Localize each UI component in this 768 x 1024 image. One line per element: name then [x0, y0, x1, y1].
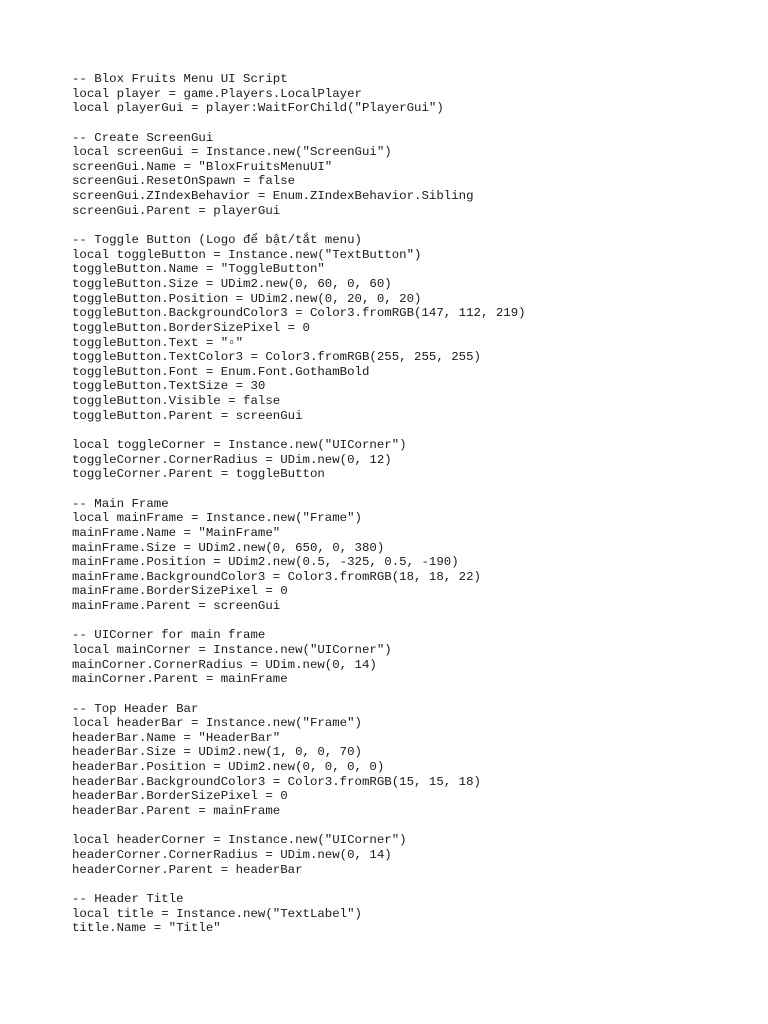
code-line: toggleButton.Text = "▫"	[72, 335, 244, 350]
blank-line	[72, 687, 752, 702]
code-line: toggleButton.TextColor3 = Color3.fromRGB(255, 255, 255)	[72, 350, 481, 365]
code-line: toggleButton.Name = "ToggleButton"	[72, 262, 325, 277]
code-comment-line: -- Main Frame	[72, 496, 169, 511]
code-line: headerBar.Position = UDim2.new(0, 0, 0, 0)	[72, 760, 385, 775]
code-comment-line: -- Top Header Bar	[72, 701, 199, 716]
code-line: mainFrame.BorderSizePixel = 0	[72, 584, 288, 599]
blank-line	[72, 614, 752, 629]
code-line: local player = game.Players.LocalPlayer	[72, 86, 362, 101]
blank-line	[72, 423, 752, 438]
code-comment-line: -- Toggle Button (Logo để bật/tắt menu)	[72, 233, 362, 248]
code-listing	[72, 72, 752, 936]
code-line: screenGui.Parent = playerGui	[72, 203, 281, 218]
code-line: mainFrame.BackgroundColor3 = Color3.fromRGB(18, 18, 22)	[72, 569, 481, 584]
blank-line	[72, 877, 752, 892]
code-line: local headerBar = Instance.new("Frame")	[72, 716, 362, 731]
code-line: toggleButton.Font = Enum.Font.GothamBold	[72, 364, 370, 379]
code-line: toggleButton.TextSize = 30	[72, 379, 266, 394]
blank-line	[72, 819, 752, 834]
code-line: local toggleCorner = Instance.new("UICorner")	[72, 438, 407, 453]
code-line: mainFrame.Position = UDim2.new(0.5, -325, 0.5, -190)	[72, 555, 459, 570]
code-line: headerBar.Name = "HeaderBar"	[72, 730, 281, 745]
code-line: mainCorner.CornerRadius = UDim.new(0, 14)	[72, 657, 377, 672]
code-comment-line: -- Header Title	[72, 891, 184, 906]
blank-line	[72, 116, 752, 131]
code-line: local title = Instance.new("TextLabel")	[72, 906, 362, 921]
code-line: toggleButton.Position = UDim2.new(0, 20, 0, 20)	[72, 291, 422, 306]
code-line: local screenGui = Instance.new("ScreenGui")	[72, 145, 392, 160]
code-line: screenGui.ResetOnSpawn = false	[72, 174, 296, 189]
code-line: toggleButton.Parent = screenGui	[72, 408, 303, 423]
code-line: local mainFrame = Instance.new("Frame")	[72, 511, 362, 526]
code-line: mainFrame.Parent = screenGui	[72, 599, 281, 614]
blank-line	[72, 218, 752, 233]
code-line: toggleCorner.CornerRadius = UDim.new(0, 12)	[72, 452, 392, 467]
code-comment-line: -- Create ScreenGui	[72, 130, 214, 145]
code-line: toggleCorner.Parent = toggleButton	[72, 467, 325, 482]
code-line: mainCorner.Parent = mainFrame	[72, 672, 288, 687]
code-line: headerBar.BorderSizePixel = 0	[72, 789, 288, 804]
code-line: local mainCorner = Instance.new("UICorner")	[72, 642, 392, 657]
blank-line	[72, 482, 752, 497]
code-line: toggleButton.Size = UDim2.new(0, 60, 0, 60)	[72, 276, 392, 291]
code-line: local playerGui = player:WaitForChild("PlayerGui")	[72, 101, 444, 116]
code-line: local headerCorner = Instance.new("UICorner")	[72, 833, 407, 848]
code-line: screenGui.Name = "BloxFruitsMenuUI"	[72, 159, 333, 174]
code-line: screenGui.ZIndexBehavior = Enum.ZIndexBehavior.Sibling	[72, 189, 474, 204]
code-line: toggleButton.BackgroundColor3 = Color3.fromRGB(147, 112, 219)	[72, 306, 526, 321]
code-line: headerBar.BackgroundColor3 = Color3.fromRGB(15, 15, 18)	[72, 774, 481, 789]
code-line: headerCorner.Parent = headerBar	[72, 862, 303, 877]
code-line: local toggleButton = Instance.new("TextButton")	[72, 247, 422, 262]
code-line: headerCorner.CornerRadius = UDim.new(0, 14)	[72, 847, 392, 862]
code-comment-line: -- Blox Fruits Menu UI Script	[72, 72, 288, 86]
code-line: toggleButton.Visible = false	[72, 394, 281, 409]
code-line: title.Name = "Title"	[72, 921, 221, 936]
code-line: mainFrame.Name = "MainFrame"	[72, 525, 281, 540]
code-line: toggleButton.BorderSizePixel = 0	[72, 320, 310, 335]
code-comment-line: -- UICorner for main frame	[72, 628, 266, 643]
code-line: headerBar.Size = UDim2.new(1, 0, 0, 70)	[72, 745, 362, 760]
code-line: mainFrame.Size = UDim2.new(0, 650, 0, 380)	[72, 540, 385, 555]
code-line: headerBar.Parent = mainFrame	[72, 804, 281, 819]
